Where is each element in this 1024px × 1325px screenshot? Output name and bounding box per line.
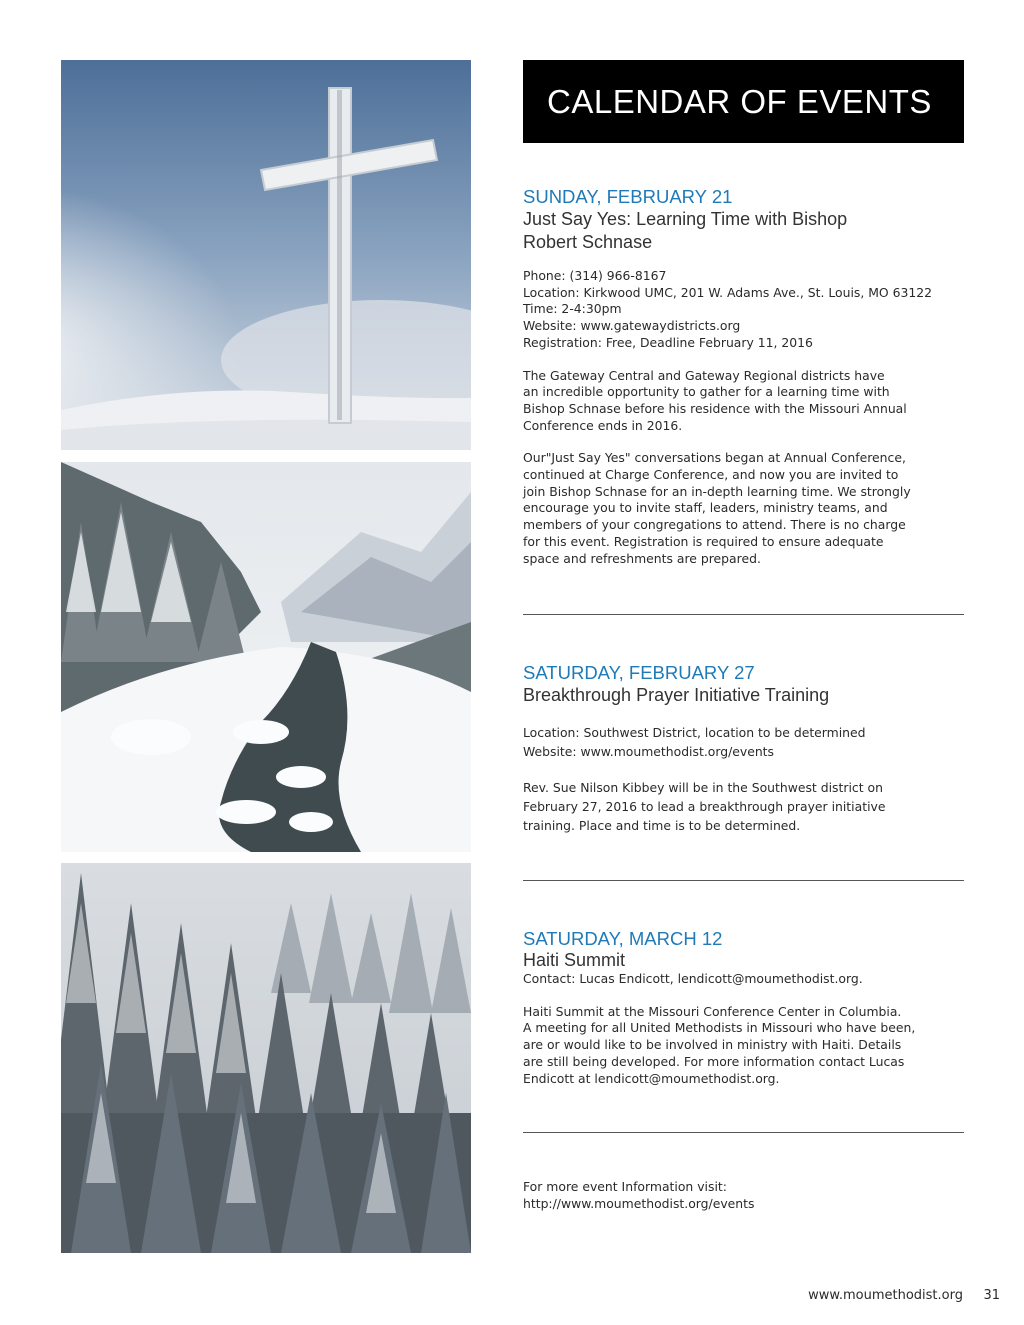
event-date: SUNDAY, FEBRUARY 21: [523, 186, 733, 207]
event-description-line: members of your congregations to attend. There is no charge: [523, 517, 906, 533]
more-info: [523, 1179, 964, 1212]
event-title: Breakthrough Prayer Initiative Training: [523, 685, 830, 705]
photo-frosted-cross: [61, 60, 471, 450]
event-description-line: Bishop Schnase before his residence with the Missouri Annual: [523, 400, 907, 416]
event-feb-27: [523, 662, 964, 835]
event-date: SATURDAY, MARCH 12: [523, 928, 723, 949]
event-contact: Contact: Lucas Endicott, lendicott@moumethodist.org.: [523, 971, 863, 986]
event-description-line: space and refreshments are prepared.: [523, 550, 761, 566]
photo-snowy-forest: [61, 863, 471, 1253]
photo-snowy-river: [61, 462, 471, 852]
event-date: SATURDAY, FEBRUARY 27: [523, 662, 755, 683]
event-description-line: February 27, 2016 to lead a breakthrough prayer initiative: [523, 799, 886, 814]
event-title: Robert Schnase: [523, 232, 653, 252]
event-website: Website: www.gatewaydistricts.org: [523, 318, 741, 334]
event-time: Time: 2-4:30pm: [523, 301, 622, 317]
event-description-line: A meeting for all United Methodists in Missouri who have been,: [523, 1020, 916, 1036]
event-description-line: The Gateway Central and Gateway Regional districts have: [523, 367, 885, 383]
event-title: Haiti Summit: [523, 950, 626, 970]
event-description-line: are still being developed. For more information contact Lucas: [523, 1053, 905, 1069]
page-number: 31: [983, 1288, 1000, 1303]
event-phone: Phone: (314) 966-8167: [523, 268, 667, 283]
event-location: Location: Kirkwood UMC, 201 W. Adams Ave., St. Louis, MO 63122: [523, 284, 933, 300]
divider: [523, 1132, 964, 1133]
calendar-banner: [523, 60, 964, 143]
event-description-line: Haiti Summit at the Missouri Conference Center in Columbia.: [523, 1003, 902, 1019]
event-location: Location: Southwest District, location to be determined: [523, 725, 866, 740]
event-feb-21: [523, 186, 964, 567]
event-description-line: Our"Just Say Yes" conversations began at Annual Conference,: [523, 450, 906, 466]
event-mar-12: [523, 928, 964, 1087]
event-description-line: Conference ends in 2016.: [523, 417, 683, 433]
event-description-line: an incredible opportunity to gather for a learning time with: [523, 384, 890, 400]
event-description-line: encourage you to invite staff, leaders, ministry teams, and: [523, 500, 888, 516]
event-title: Just Say Yes: Learning Time with Bishop: [523, 209, 848, 229]
more-info-label: For more event Information visit:: [523, 1179, 727, 1194]
divider: [523, 614, 964, 615]
page-title: CALENDAR OF EVENTS: [547, 82, 932, 120]
more-info-link[interactable]: http://www.moumethodist.org/events: [523, 1195, 755, 1211]
divider: [523, 880, 964, 881]
event-website: Website: www.moumethodist.org/events: [523, 744, 774, 759]
event-description-line: are or would like to be involved in ministry with Haiti. Details: [523, 1037, 902, 1053]
event-description-line: Rev. Sue Nilson Kibbey will be in the Southwest district on: [523, 780, 883, 795]
event-description-line: training. Place and time is to be determined.: [523, 818, 801, 833]
event-description-line: continued at Charge Conference, and now you are invited to: [523, 467, 899, 483]
event-description-line: Endicott at lendicott@moumethodist.org.: [523, 1070, 780, 1086]
event-registration: Registration: Free, Deadline February 11, 2016: [523, 334, 813, 350]
event-description-line: join Bishop Schnase for an in-depth learning time. We strongly: [523, 483, 911, 499]
footer-url[interactable]: www.moumethodist.org: [808, 1288, 963, 1303]
event-description-line: for this event. Registration is required to ensure adequate: [523, 533, 884, 549]
